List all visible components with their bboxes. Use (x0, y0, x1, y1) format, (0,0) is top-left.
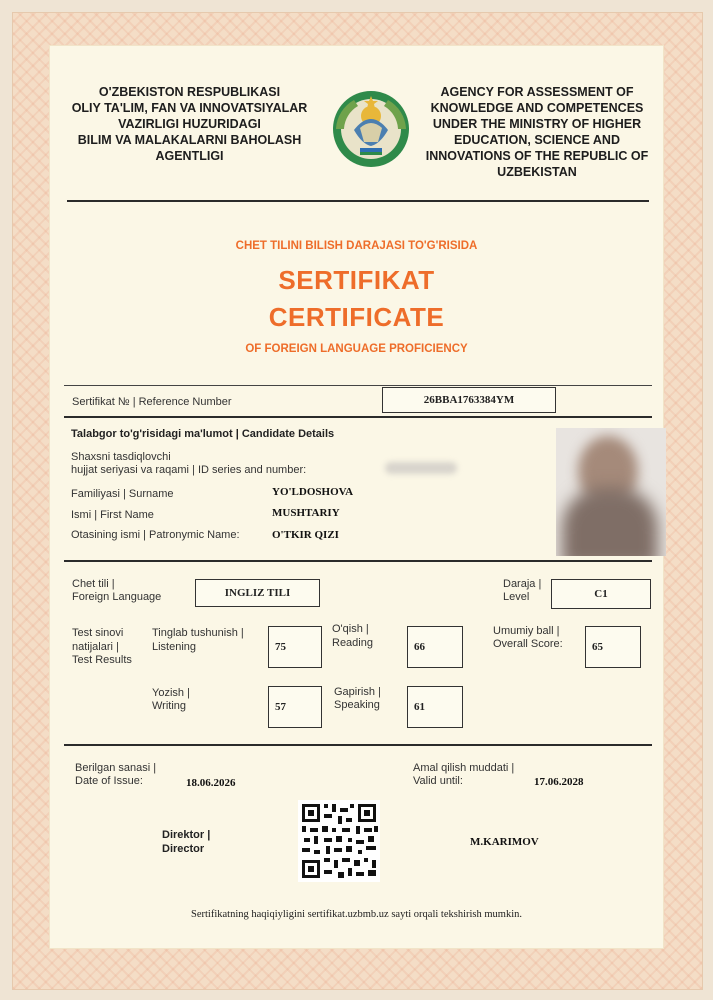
reading-score: 66 (414, 641, 425, 653)
id-number-redacted (385, 462, 457, 474)
listening-label-1: Tinglab tushunish | (152, 627, 244, 639)
level-box (551, 579, 651, 609)
candidate-divider (64, 560, 652, 562)
candidate-photo (556, 428, 666, 556)
reading-label-1: O'qish | (332, 623, 369, 635)
valid-date: 17.06.2028 (534, 776, 584, 788)
issue-date: 18.06.2026 (186, 777, 236, 789)
valid-label-2: Valid until: (413, 775, 463, 787)
title-certificate: CERTIFICATE (268, 302, 445, 332)
overall-score-box (585, 626, 641, 668)
language-label-2: Foreign Language (72, 591, 162, 603)
reference-top-line (64, 385, 652, 386)
title-subtitle-bottom: OF FOREIGN LANGUAGE PROFICIENCY (245, 343, 468, 355)
writing-label-2: Writing (152, 700, 187, 712)
reference-number: 26BBA1763384YM (423, 394, 515, 406)
id-label-1: Shaxsni tasdiqlovchi (71, 451, 171, 463)
surname-value: YO'LDOSHOVA (272, 486, 354, 498)
firstname-value: MUSHTARIY (272, 507, 340, 519)
header-right-en: AGENCY FOR ASSESSMENT OF KNOWLEDGE AND COMPETENCES UNDER THE MINISTRY OF HIGHER EDUCATION, SCIENCE AND INNOVATIONS OF THE REPUBLIC OF UZBEKISTAN (425, 85, 649, 179)
reading-score-box (407, 626, 463, 668)
qr-code-icon[interactable] (298, 800, 380, 882)
language-box (195, 579, 320, 607)
overall-score: 65 (592, 641, 603, 653)
results-label-3: Test Results (72, 654, 132, 666)
speaking-label-1: Gapirish | (334, 686, 381, 698)
reference-number-box (382, 387, 556, 413)
id-label-2: hujjat seriyasi va raqami | ID series and number: (71, 464, 307, 476)
footer-verification-note: Sertifikatning haqiqiyligini sertifikat.uzbmb.uz sayti orqali tekshirish mumkin. (191, 909, 522, 920)
title-sertifikat: SERTIFIKAT (278, 265, 435, 295)
listening-score: 75 (275, 641, 286, 653)
header-divider (67, 200, 649, 202)
results-label-1: Test sinovi (72, 627, 124, 639)
director-label-2: Director (162, 843, 205, 855)
level-value: C1 (594, 588, 608, 600)
results-divider (64, 744, 652, 746)
listening-label-2: Listening (152, 641, 197, 653)
patronymic-label: Otasining ismi | Patronymic Name: (71, 529, 240, 541)
surname-label: Familiyasi | Surname (71, 488, 174, 500)
firstname-label: Ismi | First Name (71, 509, 154, 521)
results-label-2: natijalari | (72, 641, 119, 653)
reference-divider (64, 416, 652, 418)
candidate-section-label: Talabgor to'g'risidagi ma'lumot | Candidate Details (71, 428, 335, 440)
speaking-score-box (407, 686, 463, 728)
speaking-score: 61 (414, 701, 425, 713)
issue-label-2: Date of Issue: (75, 775, 143, 787)
overall-label-1: Umumiy ball | (493, 625, 560, 637)
director-label-1: Direktor | (162, 829, 211, 841)
language-label-1: Chet tili | (72, 578, 115, 590)
header-left-uz: O'ZBEKISTON RESPUBLIKASI OLIY TA'LIM, FAN VA INNOVATSIYALAR VAZIRLIGI HUZURIDAGI BILIM VA MALAKALARNI BAHOLASH AGENTLIGI (71, 85, 308, 163)
title-subtitle-top: CHET TILINI BILISH DARAJASI TO'G'RISIDA (235, 240, 478, 252)
reference-label: Sertifikat № | Reference Number (72, 396, 232, 408)
speaking-label-2: Speaking (334, 699, 380, 711)
issue-label-1: Berilgan sanasi | (75, 762, 157, 774)
writing-score: 57 (275, 701, 286, 713)
writing-label-1: Yozish | (152, 687, 190, 699)
state-emblem-icon (330, 88, 412, 170)
level-label-2: Level (503, 591, 530, 603)
listening-score-box (268, 626, 322, 668)
writing-score-box (268, 686, 322, 728)
level-label-1: Daraja | (503, 578, 542, 590)
patronymic-value: O'TKIR QIZI (272, 529, 339, 541)
overall-label-2: Overall Score: (493, 638, 563, 650)
language-value: INGLIZ TILI (224, 587, 291, 599)
valid-label-1: Amal qilish muddati | (413, 762, 515, 774)
reading-label-2: Reading (332, 637, 373, 649)
director-name: M.KARIMOV (470, 836, 539, 848)
